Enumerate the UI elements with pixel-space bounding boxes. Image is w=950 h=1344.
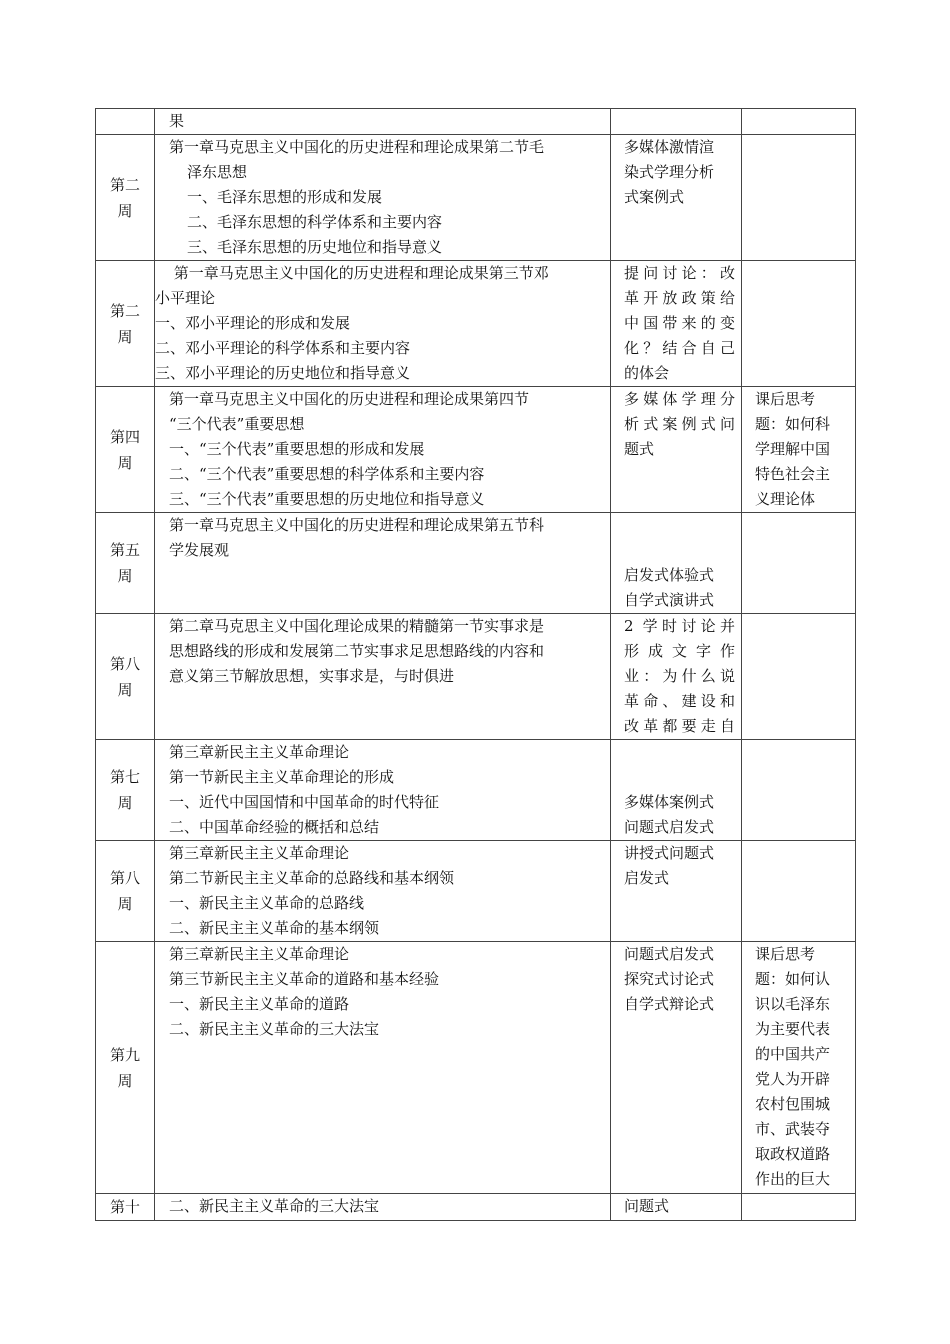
week-cell <box>96 1194 155 1221</box>
content-line: 思想路线的形成和发展第二节实事求足思想路线的内容和 <box>169 642 545 660</box>
remark-cell <box>742 1194 856 1221</box>
method-line <box>624 740 735 765</box>
method-line: 题式 <box>624 440 655 458</box>
method-line: 2 学时讨论并 <box>624 617 735 635</box>
method-line: 问题式 <box>624 1197 670 1215</box>
content-line: 二、新民主主义革命的三大法宝 <box>169 1020 380 1038</box>
method-line: 问题式启发式 <box>624 818 715 836</box>
content-line: 二、新民主主义革命的基本纲领 <box>169 919 380 937</box>
content-cell <box>155 387 611 513</box>
table-row <box>96 387 856 513</box>
method-line: 启发式 <box>624 869 670 887</box>
method-line: 多媒体案例式 <box>624 793 715 811</box>
remark-line: 特色社会主 <box>755 465 831 483</box>
schedule-body <box>96 109 856 1221</box>
content-line: 第三章新民主主义革命理论 <box>169 743 350 761</box>
method-line: 的体会 <box>624 364 670 382</box>
method-cell <box>611 109 742 135</box>
remark-cell <box>742 109 856 135</box>
week-cell <box>96 135 155 261</box>
method-line: 提问讨论：改 <box>624 264 735 282</box>
content-line: 第一章马克思主义中国化的历史进程和理论成果第四节 <box>169 390 530 408</box>
week-cell <box>96 841 155 942</box>
method-cell <box>611 513 742 614</box>
remark-line: 市、武装夺 <box>755 1120 831 1138</box>
content-cell <box>155 261 611 387</box>
method-cell <box>611 841 742 942</box>
table-row <box>96 740 856 841</box>
remark-line: 课后思考 <box>755 945 816 963</box>
remark-line: 为主要代表 <box>755 1020 831 1038</box>
content-line: 第三章新民主主义革命理论 <box>169 945 350 963</box>
method-line <box>624 538 735 563</box>
method-line: 启发式体验式 <box>624 566 715 584</box>
content-cell <box>155 942 611 1194</box>
content-line: 二、中国革命经验的概括和总结 <box>169 818 380 836</box>
content-cell <box>155 513 611 614</box>
content-line: 二、“三个代表”重要思想的科学体系和主要内容 <box>169 465 485 483</box>
remark-line: 学理解中国 <box>755 440 831 458</box>
remark-cell <box>742 740 856 841</box>
remark-cell <box>742 387 856 513</box>
method-line: 中国带来的变 <box>624 314 735 332</box>
content-line: 第二节新民主主义革命的总路线和基本纲领 <box>169 869 455 887</box>
week-cell <box>96 614 155 740</box>
content-line: 一、新民主主义革命的总路线 <box>169 894 365 912</box>
content-line: “三个代表”重要思想 <box>169 415 305 433</box>
week-cell <box>96 740 155 841</box>
week-cell <box>96 513 155 614</box>
method-cell <box>611 261 742 387</box>
table-row <box>96 261 856 387</box>
content-line: 第一章马克思主义中国化的历史进程和理论成果第二节毛 <box>169 138 545 156</box>
content-line: 二、新民主主义革命的三大法宝 <box>169 1197 380 1215</box>
week-label: 第七周 <box>109 768 140 812</box>
content-line: 意义第三节解放思想，实事求是，与时俱进 <box>169 667 455 685</box>
content-line: 一、新民主主义革命的道路 <box>169 995 350 1013</box>
content-line: 一、毛泽东思想的形成和发展 <box>187 188 383 206</box>
content-line: 第三节新民主主义革命的道路和基本经验 <box>169 970 440 988</box>
method-line: 多媒体学理分 <box>624 390 735 408</box>
week-label: 第九周 <box>109 1045 140 1090</box>
content-line: 一、“三个代表”重要思想的形成和发展 <box>169 440 425 458</box>
method-line: 革命、建设和 <box>624 692 735 710</box>
content-line: 第一节新民主主义革命理论的形成 <box>169 768 395 786</box>
remark-line: 农村包围城 <box>755 1095 831 1113</box>
method-line: 化？结合自己 <box>624 339 735 357</box>
content-line: 小平理论 <box>155 289 216 307</box>
method-cell <box>611 740 742 841</box>
table-row <box>96 614 856 740</box>
remark-cell <box>742 841 856 942</box>
content-line: 泽东思想 <box>187 163 248 181</box>
week-label: 第八周 <box>109 869 140 913</box>
method-line: 讲授式问题式 <box>624 844 715 862</box>
method-line: 探究式讨论式 <box>624 970 715 988</box>
week-label: 第五周 <box>109 541 140 585</box>
method-cell <box>611 387 742 513</box>
content-cell <box>155 1194 611 1221</box>
method-cell <box>611 135 742 261</box>
remark-line: 义理论体 <box>755 490 816 508</box>
method-line: 自学式演讲式 <box>624 591 715 609</box>
table-row <box>96 841 856 942</box>
week-cell <box>96 942 155 1194</box>
table-row <box>96 942 856 1194</box>
content-line: 第一章马克思主义中国化的历史进程和理论成果第三节邓 <box>169 264 549 282</box>
method-line: 问题式启发式 <box>624 945 715 963</box>
remark-line: 党人为开辟 <box>755 1070 831 1088</box>
method-line: 形成文字作 <box>624 642 735 660</box>
content-line: 三、“三个代表”重要思想的历史地位和指导意义 <box>169 490 485 508</box>
method-line: 析式案例式问 <box>624 415 735 433</box>
content-line: 一、近代中国国情和中国革命的时代特征 <box>169 793 440 811</box>
remark-line: 作出的巨大 <box>755 1170 831 1188</box>
week-cell <box>96 387 155 513</box>
remark-line: 识以毛泽东 <box>755 995 831 1013</box>
table-row <box>96 513 856 614</box>
method-line: 改革都要走自 <box>624 717 735 735</box>
method-line: 多媒体激情渲 <box>624 138 715 156</box>
week-cell <box>96 109 155 135</box>
week-label: 第二周 <box>109 301 140 346</box>
content-line: 第一章马克思主义中国化的历史进程和理论成果第五节科 <box>169 516 545 534</box>
method-line: 染式学理分析 <box>624 163 715 181</box>
week-cell <box>96 261 155 387</box>
table-row <box>96 109 856 135</box>
week-label: 第八周 <box>109 654 140 699</box>
method-line: 业：为什么说 <box>624 667 735 685</box>
remark-cell <box>742 135 856 261</box>
remark-line: 的中国共产 <box>755 1045 831 1063</box>
content-cell <box>155 841 611 942</box>
remark-cell <box>742 942 856 1194</box>
content-line: 学发展观 <box>169 541 230 559</box>
content-line: 二、邓小平理论的科学体系和主要内容 <box>155 339 411 357</box>
week-label: 第二周 <box>109 175 140 220</box>
table-row <box>96 135 856 261</box>
content-line: 果 <box>169 112 185 130</box>
method-cell <box>611 1194 742 1221</box>
remark-cell <box>742 614 856 740</box>
content-cell <box>155 109 611 135</box>
week-label: 第四周 <box>109 427 140 472</box>
method-line <box>624 765 735 790</box>
week-label: 第十 <box>109 1198 140 1216</box>
content-line: 一、邓小平理论的形成和发展 <box>155 314 351 332</box>
method-line <box>624 513 735 538</box>
table-row <box>96 1194 856 1221</box>
remark-cell <box>742 261 856 387</box>
content-cell <box>155 135 611 261</box>
remark-line: 课后思考 <box>755 390 816 408</box>
course-schedule-table <box>95 108 856 1221</box>
content-line: 二、毛泽东思想的科学体系和主要内容 <box>187 213 443 231</box>
method-cell <box>611 942 742 1194</box>
method-line: 革开放政策给 <box>624 289 735 307</box>
content-line: 第三章新民主主义革命理论 <box>169 844 350 862</box>
remark-line: 取政权道路 <box>755 1145 831 1163</box>
remark-line: 题：如何科 <box>755 415 831 433</box>
method-line: 式案例式 <box>624 188 685 206</box>
method-line: 自学式辩论式 <box>624 995 715 1013</box>
remark-line: 题：如何认 <box>755 970 831 988</box>
content-cell <box>155 740 611 841</box>
content-line: 三、邓小平理论的历史地位和指导意义 <box>155 364 411 382</box>
content-line: 三、毛泽东思想的历史地位和指导意义 <box>187 238 443 256</box>
content-line: 第二章马克思主义中国化理论成果的精髓第一节实事求是 <box>169 617 545 635</box>
remark-cell <box>742 513 856 614</box>
content-cell <box>155 614 611 740</box>
method-cell <box>611 614 742 740</box>
